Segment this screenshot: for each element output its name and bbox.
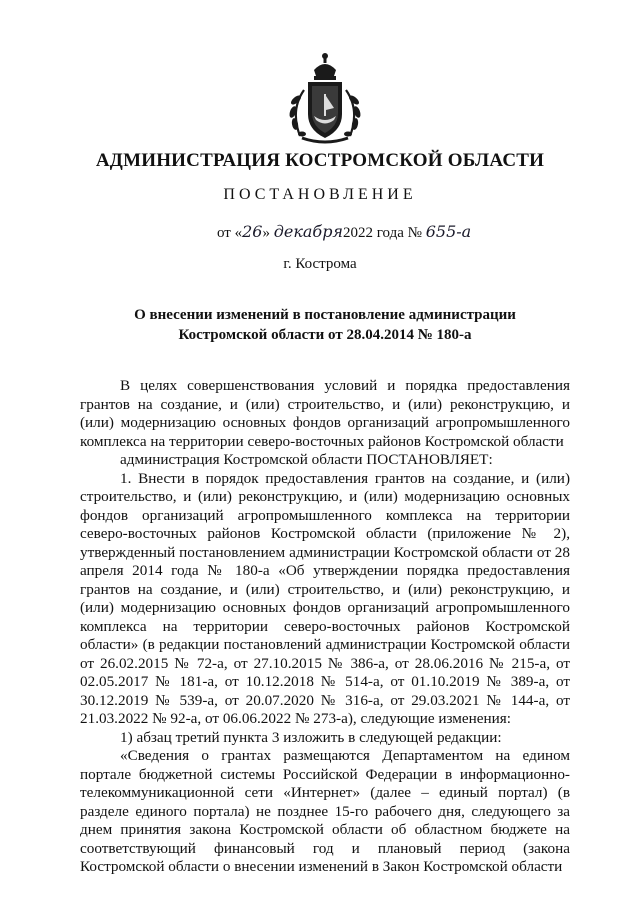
title-line-1: О внесении изменений в постановление администрации	[134, 307, 516, 323]
paragraph-preamble: В целях совершенствования условий и порядка предоставления грантов на создание, и (или) строительство, и (или) реконструкцию, и (или) модернизацию основных фондов организаций агропромышленного комплекса на территории северо-восточных районов Костромской области	[80, 377, 570, 450]
date-mid: »	[262, 225, 270, 241]
coat-of-arms-emblem	[284, 50, 366, 146]
document-title	[100, 305, 550, 345]
title-line-2: Костромской области от 28.04.2014 № 180-а	[178, 327, 472, 343]
date-prefix: от «	[217, 225, 243, 241]
document-number: 655-а	[425, 222, 472, 241]
document-body	[80, 377, 570, 877]
date-year: 2022 года №	[343, 225, 422, 241]
date-month: декабря	[273, 222, 344, 241]
date-line	[217, 222, 471, 242]
paragraph-subitem-1: 1) абзац третий пункта 3 изложить в следующей редакции:	[120, 728, 502, 746]
city: г. Кострома	[283, 256, 357, 272]
organization-name: АДМИНИСТРАЦИЯ КОСТРОМСКОЙ ОБЛАСТИ	[95, 150, 545, 171]
paragraph-quote: «Сведения о грантах размещаются Департаментом на едином портале бюджетной системы Российской Федерации в информационно-телекоммуникационной сети «Интернет» (далее – единый портал) (в разделе единого портала) не позднее 15-го рабочего дня, следующего за днем принятия закона Костромской области об областном бюджете на соответствующий финансовый год и плановый период (закона Костромской области о внесении изменений в Закон Костромской области	[80, 747, 570, 875]
document-type: ПОСТАНОВЛЕНИЕ	[223, 186, 417, 203]
paragraph-resolves: администрация Костромской области ПОСТАНОВЛЯЕТ:	[120, 451, 493, 468]
paragraph-item-1: 1. Внести в порядок предоставления грантов на создание, и (или) строительство, и (или) реконструкцию, и (или) модернизацию основных фондов организаций агропромышленного комплекса на территории северо-восточных районов Костромской области (приложение № 2), утвержденный постановлением администрации Костромской области от 28 апреля 2014 года № 180-а «Об утверждении порядка предоставления грантов на создание, и (или) строительство, и (или) реконструкцию, и (или) модернизацию основных фондов организаций агропромышленного комплекса на территории северо-восточных районов Костромской области» (в редакции постановлений администрации Костромской области от 26.02.2015 № 72-а, от 27.10.2015 № 386-а, от 28.06.2016 № 215-а, от 02.05.2017 № 181-а, от 10.12.2018 № 514-а, от 01.10.2019 № 389-а, от 30.12.2019 № 539-а, от 20.07.2020 № 316-а, от 29.03.2021 № 144-а, от 21.03.2022 № 92-а, от 06.06.2022 № 273-а), следующие изменения:	[80, 469, 570, 727]
date-day: 26	[242, 222, 263, 241]
